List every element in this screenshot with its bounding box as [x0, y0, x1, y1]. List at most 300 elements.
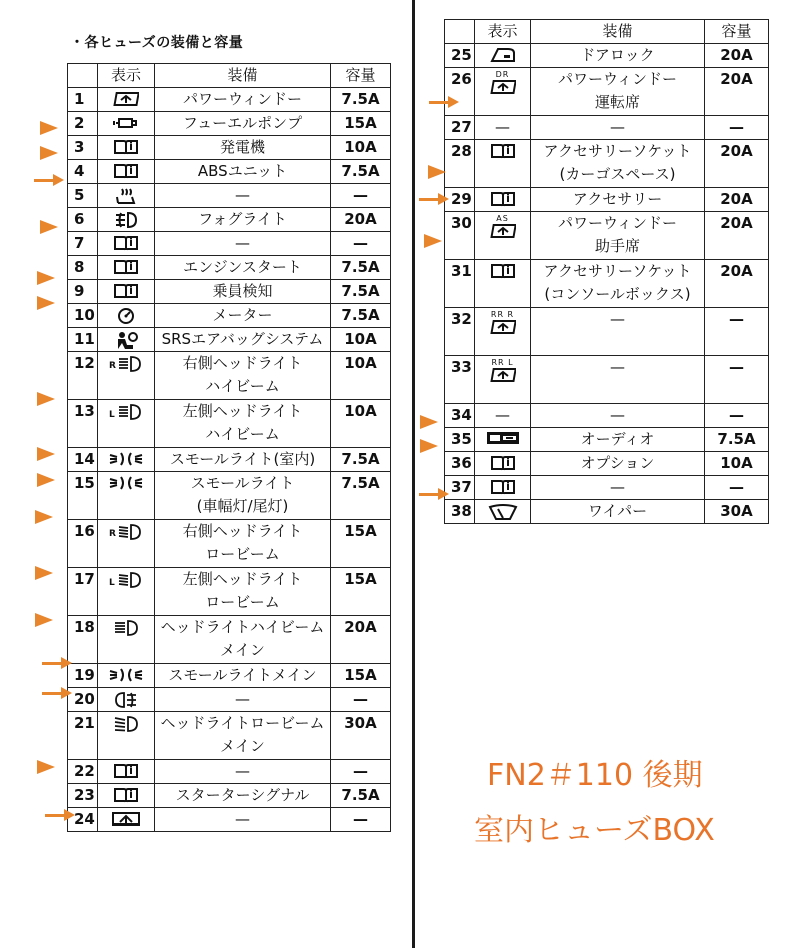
equipment-line: ハイビーム	[205, 377, 280, 395]
arrow-marker	[35, 613, 53, 627]
fuse-number: 3	[68, 136, 98, 160]
equipment-line: —	[610, 358, 625, 376]
header-num	[445, 20, 475, 44]
fuse-equipment	[155, 784, 331, 808]
manual-book-icon	[113, 235, 139, 251]
equipment-line: 左側ヘッドライト	[182, 570, 303, 588]
fuse-row-26	[445, 68, 769, 116]
fuse-display	[98, 112, 155, 136]
equipment-line: メーター	[212, 306, 273, 324]
fuse-row-28	[445, 140, 769, 188]
fuse-equipment	[155, 616, 331, 664]
fuse-capacity: —	[705, 116, 769, 140]
fuse-display	[475, 68, 531, 116]
fuse-display	[98, 664, 155, 688]
fuse-number: 10	[68, 304, 98, 328]
fuse-display	[475, 140, 531, 188]
equipment-line: オプション	[580, 454, 655, 472]
fuse-equipment	[531, 188, 705, 212]
fuse-display	[98, 256, 155, 280]
equipment-line: 右側ヘッドライト	[182, 354, 303, 372]
fuse-row-24	[68, 808, 391, 832]
headlight-low-icon	[112, 715, 140, 733]
fuse-display	[98, 184, 155, 208]
fuse-equipment	[531, 44, 705, 68]
rear-fog-icon	[114, 691, 138, 709]
fuse-row-34	[445, 404, 769, 428]
fuse-number: 15	[68, 472, 98, 520]
fuse-table-right	[444, 19, 769, 524]
icon-label: AS	[496, 214, 509, 223]
fuse-display	[98, 304, 155, 328]
fuse-row-14	[68, 448, 391, 472]
equipment-line: —	[610, 406, 625, 424]
fuse-row-38	[445, 500, 769, 524]
fuse-row-22	[68, 760, 391, 784]
fuse-capacity: 20A	[705, 140, 769, 188]
fuse-row-29	[445, 188, 769, 212]
fuse-capacity: —	[705, 404, 769, 428]
meter-icon	[115, 307, 137, 325]
fuse-capacity: 20A	[705, 188, 769, 212]
fuse-number: 23	[68, 784, 98, 808]
header-equipment: 装備	[155, 64, 331, 88]
svg-text:L: L	[109, 410, 115, 420]
arrow-marker	[34, 179, 54, 182]
fuse-equipment	[155, 184, 331, 208]
fuse-capacity: —	[705, 356, 769, 404]
fuel-pump-icon	[112, 115, 140, 131]
fuse-table-left	[67, 63, 391, 832]
fuse-capacity: 7.5A	[705, 428, 769, 452]
fuse-row-32	[445, 308, 769, 356]
manual-book-icon	[113, 283, 139, 299]
fuse-capacity: 10A	[705, 452, 769, 476]
fuse-equipment	[155, 712, 331, 760]
fuse-equipment	[155, 760, 331, 784]
headlight-high-right-icon	[109, 355, 143, 373]
equipment-line: メイン	[220, 737, 265, 755]
fuse-display	[98, 352, 155, 400]
fuse-capacity: 20A	[331, 616, 391, 664]
equipment-line: 左側ヘッドライト	[182, 402, 303, 420]
fuse-row-17	[68, 568, 391, 616]
fuse-row-6	[68, 208, 391, 232]
arrow-marker	[40, 220, 58, 234]
caption-fusebox: 室内ヒューズBOX	[474, 813, 715, 848]
arrow-marker	[42, 662, 62, 665]
fuse-number: 24	[68, 808, 98, 832]
fuse-number: 18	[68, 616, 98, 664]
fuse-equipment	[531, 68, 705, 116]
fuse-equipment	[531, 140, 705, 188]
fuse-capacity: 20A	[705, 212, 769, 260]
fuse-row-20	[68, 688, 391, 712]
fuse-number: 9	[68, 280, 98, 304]
page-title: ・各ヒューズの装備と容量	[70, 35, 244, 51]
header-num	[68, 64, 98, 88]
equipment-line: 乗員検知	[212, 282, 273, 300]
fuse-row-16	[68, 520, 391, 568]
fuse-capacity: 30A	[331, 712, 391, 760]
equipment-line: 助手席	[594, 237, 640, 255]
header-capacity: 容量	[705, 20, 769, 44]
fuse-equipment	[531, 260, 705, 308]
fuse-equipment	[531, 500, 705, 524]
fuse-capacity: —	[331, 808, 391, 832]
equipment-line: アクセサリー	[572, 190, 663, 208]
fuse-row-21	[68, 712, 391, 760]
fuse-equipment	[155, 328, 331, 352]
fuse-equipment	[531, 404, 705, 428]
equipment-line: パワーウィンドー	[182, 90, 303, 108]
equipment-line: パワーウィンドー	[557, 70, 678, 88]
arrow-marker	[37, 760, 55, 774]
equipment-line: ワイパー	[587, 502, 648, 520]
fuse-capacity: 7.5A	[331, 88, 391, 112]
manual-book-icon	[113, 787, 139, 803]
arrow-marker	[429, 101, 449, 104]
fuse-number: 8	[68, 256, 98, 280]
fuse-number: 7	[68, 232, 98, 256]
fuse-display	[98, 784, 155, 808]
center-divider	[412, 0, 415, 948]
equipment-line: 運転席	[594, 93, 640, 111]
fuse-display	[98, 688, 155, 712]
fuse-display	[98, 136, 155, 160]
fuse-equipment	[531, 116, 705, 140]
fuse-display	[475, 212, 531, 260]
fuse-row-15	[68, 472, 391, 520]
svg-text:R: R	[109, 529, 116, 539]
fuse-capacity: 20A	[705, 260, 769, 308]
equipment-line: SRSエアバッグシステム	[161, 330, 324, 348]
fuse-number: 4	[68, 160, 98, 184]
manual-book-icon	[113, 259, 139, 275]
fuse-display	[475, 500, 531, 524]
equipment-line: ヘッドライトハイビーム	[160, 618, 325, 636]
manual-book-icon	[490, 263, 516, 279]
fuse-capacity: 15A	[331, 112, 391, 136]
fuse-equipment	[155, 808, 331, 832]
fuse-capacity: —	[331, 688, 391, 712]
equipment-line: フューエルポンプ	[182, 114, 303, 132]
equipment-line: —	[610, 118, 625, 136]
fuse-display	[475, 428, 531, 452]
equipment-line: アクセサリーソケット	[543, 262, 692, 280]
fuse-equipment	[155, 688, 331, 712]
fuse-display	[98, 712, 155, 760]
fuse-display	[98, 280, 155, 304]
equipment-line: ドアロック	[580, 46, 655, 64]
equipment-line: —	[235, 234, 250, 252]
header-equipment: 装備	[531, 20, 705, 44]
fuse-number: 11	[68, 328, 98, 352]
fuse-number: 32	[445, 308, 475, 356]
fuse-equipment	[155, 352, 331, 400]
manual-book-icon	[490, 455, 516, 471]
fuse-capacity: —	[331, 232, 391, 256]
equipment-line: ロービーム	[205, 545, 280, 563]
fuse-equipment	[531, 428, 705, 452]
arrow-marker	[37, 473, 55, 487]
header-capacity: 容量	[331, 64, 391, 88]
equipment-line: ABSユニット	[197, 162, 288, 180]
fuse-number: 22	[68, 760, 98, 784]
fuse-row-37	[445, 476, 769, 500]
fuse-display	[475, 476, 531, 500]
fuse-row-3	[68, 136, 391, 160]
headlight-low-left-icon	[109, 571, 143, 589]
power-window-icon	[475, 310, 530, 335]
fuse-number: 2	[68, 112, 98, 136]
arrow-marker	[428, 165, 446, 179]
fuse-capacity: —	[705, 476, 769, 500]
fuse-display	[98, 88, 155, 112]
fuse-equipment	[155, 664, 331, 688]
fuse-number: 30	[445, 212, 475, 260]
fuse-capacity: 20A	[331, 208, 391, 232]
fuse-display	[475, 44, 531, 68]
fuse-row-7	[68, 232, 391, 256]
small-light-icon	[109, 451, 143, 467]
fuse-capacity: 20A	[705, 68, 769, 116]
fuse-display: —	[475, 404, 531, 428]
equipment-line: 右側ヘッドライト	[182, 522, 303, 540]
fuse-equipment	[155, 160, 331, 184]
fuse-row-33	[445, 356, 769, 404]
fuse-number: 13	[68, 400, 98, 448]
power-window-icon	[475, 358, 530, 383]
fuse-capacity: 7.5A	[331, 160, 391, 184]
fuse-number: 6	[68, 208, 98, 232]
fuse-number: 20	[68, 688, 98, 712]
fuse-equipment	[531, 308, 705, 356]
fuse-number: 26	[445, 68, 475, 116]
fuse-equipment	[531, 452, 705, 476]
arrow-marker	[419, 493, 439, 496]
fuse-display	[98, 208, 155, 232]
equipment-line: ハイビーム	[205, 425, 280, 443]
arrow-marker	[37, 447, 55, 461]
equipment-line: —	[235, 186, 250, 204]
fuse-display: —	[475, 116, 531, 140]
fuse-equipment	[155, 208, 331, 232]
fuse-equipment	[155, 304, 331, 328]
fuse-number: 36	[445, 452, 475, 476]
table-header-row	[445, 20, 769, 44]
fuse-row-1	[68, 88, 391, 112]
fuse-display	[475, 260, 531, 308]
equipment-line: フォグライト	[198, 210, 287, 228]
fuse-capacity: 15A	[331, 664, 391, 688]
equipment-line: アクセサリーソケット	[543, 142, 692, 160]
equipment-line: —	[610, 310, 625, 328]
equipment-line: ロービーム	[205, 593, 280, 611]
equipment-line: (カーゴスペース)	[559, 165, 676, 183]
fuse-display	[98, 160, 155, 184]
fuse-display	[98, 808, 155, 832]
equipment-line: —	[235, 690, 250, 708]
fuse-equipment	[531, 356, 705, 404]
fuse-display	[98, 328, 155, 352]
equipment-line: 発電機	[219, 138, 265, 156]
arrow-marker	[420, 439, 438, 453]
fuse-capacity: 7.5A	[331, 784, 391, 808]
fuse-display	[475, 452, 531, 476]
manual-book-icon	[490, 191, 516, 207]
fuse-capacity: 7.5A	[331, 448, 391, 472]
fuse-number: 25	[445, 44, 475, 68]
arrow-marker	[35, 566, 53, 580]
fuse-display	[98, 400, 155, 448]
fuse-number: 1	[68, 88, 98, 112]
fuse-number: 33	[445, 356, 475, 404]
equipment-line: エンジンスタート	[183, 258, 302, 276]
fuse-capacity: 20A	[705, 44, 769, 68]
fuse-display	[98, 472, 155, 520]
svg-text:L: L	[109, 578, 115, 588]
fuse-capacity: —	[705, 308, 769, 356]
fuse-capacity: 15A	[331, 520, 391, 568]
arrow-marker	[40, 146, 58, 160]
audio-icon	[486, 431, 520, 445]
fuse-equipment	[155, 568, 331, 616]
equipment-line: スモールライト(室内)	[169, 450, 316, 468]
equipment-line: (車幅灯/尾灯)	[196, 497, 289, 515]
fuse-display	[98, 448, 155, 472]
fuse-row-31	[445, 260, 769, 308]
equipment-line: スターターシグナル	[175, 786, 310, 804]
door-lock-icon	[490, 47, 516, 63]
manual-book-icon	[113, 139, 139, 155]
fuse-number: 28	[445, 140, 475, 188]
equipment-line: —	[610, 478, 625, 496]
fuse-equipment	[155, 280, 331, 304]
equipment-line: メイン	[220, 641, 265, 659]
caption-model: FN2＃110 後期	[487, 758, 703, 793]
fuse-display	[98, 616, 155, 664]
equipment-line: スモールライトメイン	[168, 666, 317, 684]
fuse-number: 38	[445, 500, 475, 524]
arrow-marker	[424, 234, 442, 248]
fuse-capacity: 10A	[331, 328, 391, 352]
fuse-number: 17	[68, 568, 98, 616]
manual-book-icon	[113, 763, 139, 779]
fuse-number: 12	[68, 352, 98, 400]
fuse-number: 21	[68, 712, 98, 760]
fuse-row-4	[68, 160, 391, 184]
wiper-icon	[488, 503, 518, 521]
fuse-row-23	[68, 784, 391, 808]
headlight-low-right-icon	[109, 523, 143, 541]
headlight-high-left-icon	[109, 403, 143, 421]
fuse-row-25	[445, 44, 769, 68]
icon-label: DR	[495, 70, 510, 79]
fog-light-icon	[114, 211, 138, 229]
fuse-equipment	[531, 212, 705, 260]
fuse-row-27	[445, 116, 769, 140]
fuse-number: 35	[445, 428, 475, 452]
manual-book-icon	[113, 163, 139, 179]
fuse-row-9	[68, 280, 391, 304]
equipment-line: —	[235, 762, 250, 780]
arrow-marker	[35, 510, 53, 524]
fuse-number: 19	[68, 664, 98, 688]
manual-book-icon	[490, 143, 516, 159]
fuse-equipment	[155, 520, 331, 568]
fuse-capacity: 7.5A	[331, 304, 391, 328]
arrow-marker	[45, 814, 65, 817]
fuse-row-12	[68, 352, 391, 400]
fuse-row-18	[68, 616, 391, 664]
icon-label: RR R	[490, 310, 515, 319]
fuse-row-2	[68, 112, 391, 136]
fuse-row-5	[68, 184, 391, 208]
fuse-capacity: —	[331, 760, 391, 784]
fuse-capacity: —	[331, 184, 391, 208]
fuse-row-36	[445, 452, 769, 476]
fuse-number: 37	[445, 476, 475, 500]
fuse-equipment	[155, 232, 331, 256]
header-display: 表示	[475, 20, 531, 44]
table-header-row	[68, 64, 391, 88]
header-display: 表示	[98, 64, 155, 88]
headlight-high-icon	[112, 619, 140, 637]
power-window-icon	[475, 214, 530, 239]
equipment-line: (コンソールボックス)	[544, 285, 691, 303]
fuse-equipment	[155, 472, 331, 520]
fuse-row-30	[445, 212, 769, 260]
fuse-row-19	[68, 664, 391, 688]
small-light-icon	[109, 667, 143, 683]
fuse-equipment	[155, 88, 331, 112]
icon-label: RR L	[491, 358, 514, 367]
arrow-marker	[37, 296, 55, 310]
fuse-display	[475, 356, 531, 404]
equipment-line: パワーウィンドー	[557, 214, 678, 232]
arrow-marker	[420, 415, 438, 429]
fuse-number: 27	[445, 116, 475, 140]
fuse-display	[475, 308, 531, 356]
arrow-marker	[40, 121, 58, 135]
fuse-display	[98, 568, 155, 616]
fuse-row-8	[68, 256, 391, 280]
fuse-equipment	[155, 400, 331, 448]
arrow-marker	[419, 198, 439, 201]
arrow-marker	[37, 271, 55, 285]
fuse-number: 29	[445, 188, 475, 212]
fuse-number: 31	[445, 260, 475, 308]
fuse-capacity: 7.5A	[331, 256, 391, 280]
fuse-number: 16	[68, 520, 98, 568]
equipment-line: —	[235, 810, 250, 828]
fuse-number: 5	[68, 184, 98, 208]
arrow-marker	[42, 692, 62, 695]
fuse-equipment	[155, 448, 331, 472]
fuse-row-35	[445, 428, 769, 452]
fuse-row-10	[68, 304, 391, 328]
fuse-capacity: 7.5A	[331, 280, 391, 304]
power-window-icon	[475, 70, 530, 95]
fuse-capacity: 15A	[331, 568, 391, 616]
equipment-line: オーディオ	[580, 430, 655, 448]
airbag-icon	[113, 331, 139, 351]
fuse-display	[98, 232, 155, 256]
arrow-marker	[37, 392, 55, 406]
fuse-equipment	[155, 256, 331, 280]
fuse-number: 34	[445, 404, 475, 428]
